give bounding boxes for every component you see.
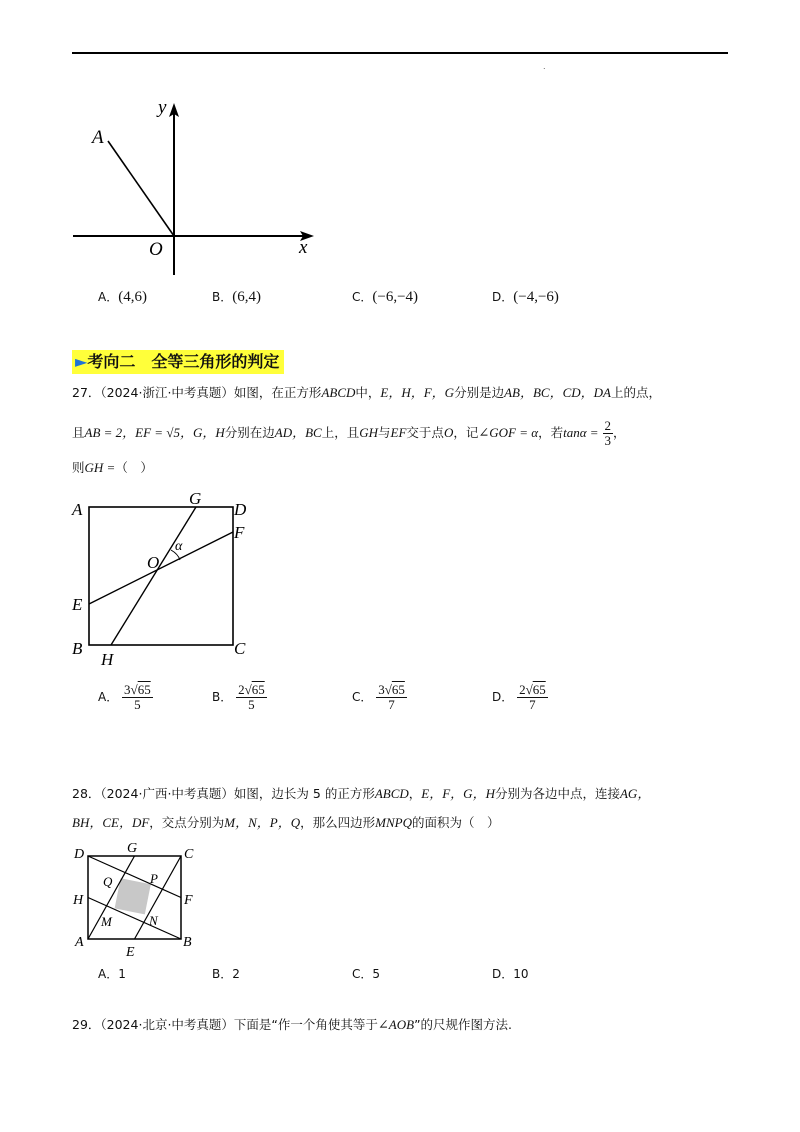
label-a: A [72,500,83,519]
label-n: N [149,913,158,928]
q27-line-1: 27．（2024·浙江·中考真题）如图，在正方形ABCD中，E，H，F，G分别是边AB，BC，CD，DA上的点， [72,385,661,400]
label-q: Q [103,874,113,889]
tan-fraction: $\frac{2}{3}$ [604,418,612,448]
square-figure-q27 [68,488,258,670]
axes-figure [70,95,320,280]
q28-line-1: 28．（2024·广西·中考真题）如图，边长为 5 的正方形ABCD，E，F，G，H分别为各边中点，连接AG， [72,786,651,801]
section-heading [72,350,284,374]
label-f: F [184,893,193,908]
label-o: O [149,239,163,260]
label-alpha: α [175,539,183,554]
label-e: E [72,595,83,614]
ray-oa [108,141,174,236]
square-figure-q28 [70,838,200,960]
label-h: H [101,650,114,669]
square-abcd [89,507,233,645]
label-c: C [184,847,194,862]
label-b: B [183,935,192,950]
label-o: O [147,553,160,572]
label-f: F [234,523,245,542]
q26-option-a[interactable]: A．(4,6) [98,289,147,305]
label-g: G [189,489,202,508]
quad-mnpq [115,878,151,914]
heading-text: 考向二 全等三角形的判定 [87,352,280,371]
q27-option-b[interactable]: B． $\frac{2√65}{5}$ [212,682,265,712]
label-d: D [234,500,247,519]
label-e: E [126,945,135,960]
label-c: C [234,639,246,658]
q28-line-2: BH，CE，DF，交点分别为M，N，P，Q，那么四边形MNPQ的面积为（ ） [72,815,500,830]
q28-option-c[interactable]: C．5 [352,967,381,981]
label-p: P [150,871,158,886]
q27-line-2: 且AB = 2，EF = √5，G，H分别在边AD，BC上，且GH与EF交于点O，记∠GOF = α，若tanα = $\frac{2}{3}$ ， [72,418,626,448]
q27-option-a[interactable]: A． $\frac{3√65}{5}$ [98,682,151,712]
q27-line-3: 则GH =（ ） [72,460,153,475]
q26-option-b[interactable]: B．(6,4) [212,289,261,305]
label-a: A [75,935,84,950]
label-y: y [158,97,167,118]
header-rule [72,52,728,54]
label-g: G [127,841,138,856]
heading-marker-icon: ► [75,352,88,371]
label-b: B [72,639,83,658]
q27-option-d[interactable]: D． $\frac{2√65}{7}$ [492,682,546,712]
q27-option-c[interactable]: C． $\frac{3√65}{7}$ [352,682,405,712]
q29-line-1: 29．（2024·北京·中考真题）下面是“作一个角使其等于∠AOB”的尺规作图方法. [72,1017,513,1032]
label-m: M [101,914,112,929]
label-d: D [74,847,85,862]
q28-option-a[interactable]: A．1 [98,967,126,981]
q26-option-d[interactable]: D．(−4,−6) [492,289,559,305]
label-x: x [299,237,308,258]
q28-option-d[interactable]: D．10 [492,967,529,981]
label-h: H [73,893,84,908]
segment-gh [111,507,196,645]
q26-option-c[interactable]: C．(−6,−4) [352,289,419,305]
label-a: A [92,127,104,148]
q28-option-b[interactable]: B．2 [212,967,240,981]
header-dot: . [543,62,546,71]
segment-ef [89,532,233,604]
